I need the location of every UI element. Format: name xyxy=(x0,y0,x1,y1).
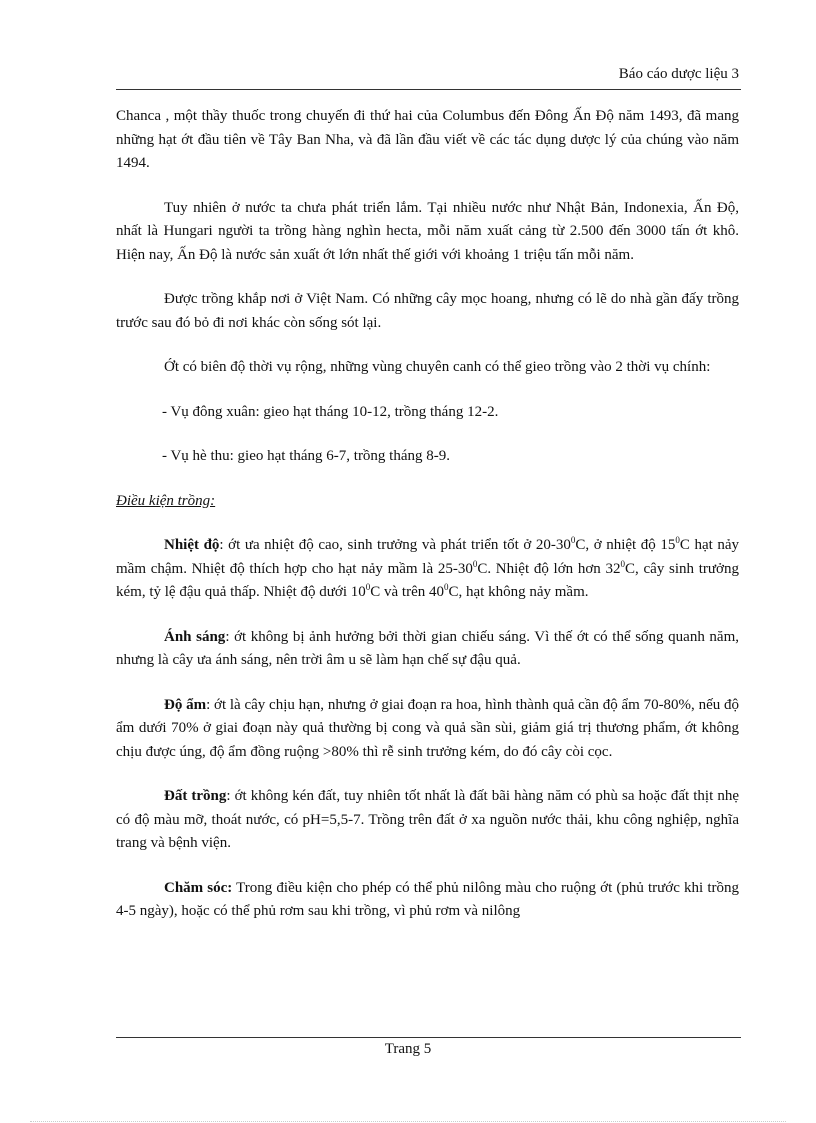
page-edge-divider xyxy=(30,1121,786,1122)
condition-humidity: Độ ẩm: ớt là cây chịu hạn, nhưng ở giai đoạn ra hoa, hình thành quả cần độ ẩm 70-80%, nếu độ ẩm dưới 70% ở giai đoạn này quả thường bị cong và quả sần sùi, giảm giá trị thương phẩm, ớt không chịu được úng, độ ẩm đồng ruộng >80% thì rễ sinh trưởng kém, do đó cây còi cọc. xyxy=(116,696,739,760)
term-label: Ánh sáng xyxy=(164,628,226,645)
condition-care: Chăm sóc: Trong điều kiện cho phép có thể phủ nilông màu cho ruộng ớt (phủ trước khi trồng 4-5 ngày), hoặc có thể phủ rơm sau khi trồng, vì phủ rơm và nilông xyxy=(116,879,739,919)
condition-soil: Đất trồng: ớt không kén đất, tuy nhiên tốt nhất là đất bãi hàng năm có phù sa hoặc đất thịt nhẹ có độ màu mỡ, thoát nước, có pH=5,5-7. Trồng trên đất ở xa nguồn nước thải, khu công nghiệp, nghĩa trang và bệnh viện. xyxy=(116,788,739,851)
footer-rule xyxy=(116,1037,741,1038)
paragraph: Chanca , một thầy thuốc trong chuyến đi thứ hai của Columbus đến Đông Ấn Độ năm 1493, đã mang những hạt ớt đầu tiên về Tây Ban Nha, và đã lần đầu viết về các tác dụng dược lý của chúng vào năm 1494. xyxy=(116,108,739,171)
section-heading: Điều kiện trồng: xyxy=(116,492,216,509)
paragraph: Được trồng khắp nơi ở Việt Nam. Có những cây mọc hoang, nhưng có lẽ do nhà gần đấy trồng trước sau đó bỏ đi nơi khác còn sống sót lại. xyxy=(116,291,739,331)
condition-temperature: Nhiệt độ: ớt ưa nhiệt độ cao, sinh trưởng và phát triển tốt ở $20-30^0C$, ở nhiệt độ $15^0C$ hạt nảy mầm chậm. Nhiệt độ thích hợp cho hạt nảy mầm là $25-30^0C$. Nhiệt độ lớn hơn $32^0C$, cây sinh trưởng kém, tỷ lệ đậu quả thấp. Nhiệt độ dưới $10^0C$ và trên $40^0C$, hạt không nảy mầm. xyxy=(116,535,740,600)
document-body xyxy=(116,105,739,945)
term-label: Độ ẩm xyxy=(164,696,207,713)
list-item: - Vụ hè thu: gieo hạt tháng 6-7, trồng tháng 8-9. xyxy=(162,448,451,464)
term-label: Nhiệt độ xyxy=(164,537,220,553)
term-label: Chăm sóc: xyxy=(164,879,233,896)
page-number: Trang 5 xyxy=(384,1041,432,1057)
term-label: Đất trồng xyxy=(164,788,227,804)
list-item: - Vụ đông xuân: gieo hạt tháng 10-12, trồng tháng 12-2. xyxy=(162,403,499,420)
paragraph: Tuy nhiên ở nước ta chưa phát triển lắm. Tại nhiều nước như Nhật Bản, Indonexia, Ấn Độ, nhất là Hungari người ta trồng hàng nghìn hecta, mỗi năm xuất cảng từ 2.500 đến 3000 tấn ớt khô. Hiện nay, Ấn Độ là nước sản xuất ớt lớn nhất thế giới với khoảng 1 triệu tấn mỗi năm. xyxy=(116,199,739,263)
condition-light: Ánh sáng: ớt không bị ảnh hưởng bởi thời gian chiếu sáng. Vì thế ớt có thể sống quanh năm, nhưng là cây ưa ánh sáng, nên trời âm u sẽ làm hạn chế sự đậu quả. xyxy=(116,628,740,668)
paragraph: Ớt có biên độ thời vụ rộng, những vùng chuyên canh có thể gieo trồng vào 2 thời vụ chính: xyxy=(164,359,711,375)
header-rule xyxy=(116,89,741,90)
running-header: Báo cáo dược liệu 3 xyxy=(618,66,739,82)
